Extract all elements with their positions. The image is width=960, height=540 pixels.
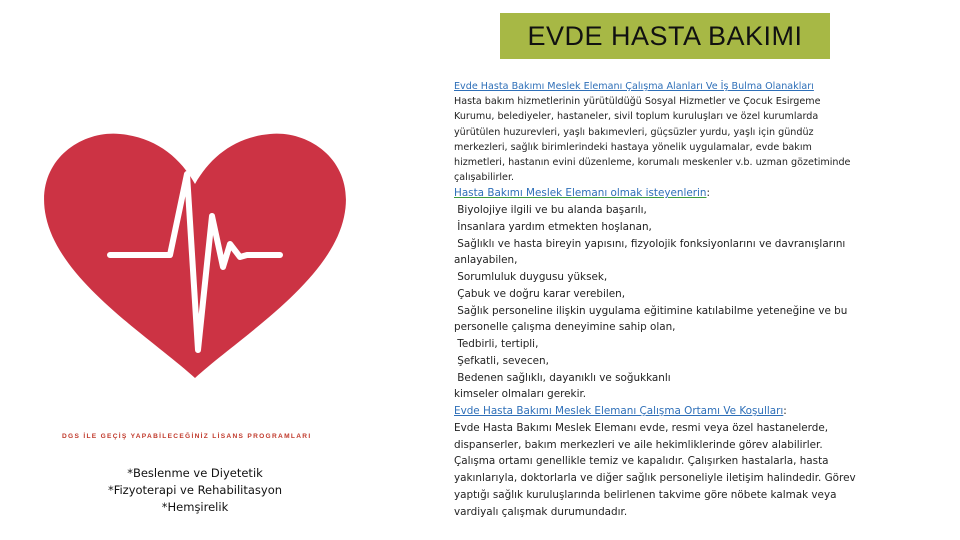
section-heading-requirements	[454, 185, 894, 202]
main-content	[454, 79, 894, 520]
requirement-item: anlayabilen,	[454, 254, 518, 267]
section-requirements	[454, 185, 894, 403]
requirement-item: Bedenen sağlıklı, dayanıklı ve soğukkanlı	[454, 371, 671, 384]
requirement-item: Sağlık personeline ilişkin uygulama eğitimine katılabilme yeteneğine ve bu	[454, 304, 848, 317]
requirement-item: Biyolojiye ilgili ve bu alanda başarılı,	[454, 204, 647, 217]
text-line: yakınlarıyla, doktorlarla ve diğer sağlık personeliyle iletişim halindedir. Görev	[454, 472, 856, 485]
text-line: yaptığı sağlık kuruluşlarında belirlenen takvime göre nöbete kalmak veya	[454, 488, 837, 501]
section-work-areas	[454, 79, 894, 185]
program-item: *Beslenme ve Diyetetik	[127, 466, 263, 480]
text-line: çalışabilirler.	[454, 172, 515, 184]
text-line: merkezleri, sağlık birimlerindeki hastaya yönelik uygulamalar, evde bakım	[454, 141, 812, 153]
text-line: Evde Hasta Bakımı Meslek Elemanı evde, resmi veya özel hastanelerde,	[454, 421, 829, 434]
section-heading-work-areas[interactable]: Evde Hasta Bakımı Meslek Elemanı Çalışma Alanları Ve İş Bulma Olanakları	[454, 81, 814, 92]
heart-pulse-icon	[40, 132, 350, 380]
environment-heading-link[interactable]: Evde Hasta Bakımı Meslek Elemanı Çalışma Ortamı Ve Koşulları	[454, 405, 784, 418]
requirement-item: İnsanlara yardım etmekten hoşlanan,	[454, 220, 652, 233]
heading-colon: :	[783, 405, 787, 418]
requirements-heading-link[interactable]: Hasta Bakımı Meslek Elemanı olmak isteyenlerin	[454, 187, 707, 200]
text-line: hizmetleri, hastanın evini düzenleme, korumalı meskenler v.b. uzman gözetiminde	[454, 157, 851, 169]
program-item: *Fizyoterapi ve Rehabilitasyon	[107, 483, 283, 497]
requirement-item: Çabuk ve doğru karar verebilen,	[454, 287, 626, 300]
requirement-item: Şefkatli, sevecen,	[454, 354, 549, 367]
text-line: Hasta bakım hizmetlerinin yürütüldüğü Sosyal Hizmetler ve Çocuk Esirgeme	[454, 96, 821, 108]
section-heading-environment	[454, 403, 894, 420]
dgs-programs-heading: DGS İLE GEÇİŞ YAPABİLECEĞİNİZ LİSANS PROGRAMLARI	[62, 433, 312, 440]
requirement-item: kimseler olmaları gerekir.	[454, 388, 587, 401]
program-item: *Hemşirelik	[161, 500, 229, 514]
requirement-item: personelle çalışma deneyimine sahip olan,	[454, 321, 676, 334]
title-banner	[500, 13, 830, 59]
requirement-item: Tedbirli, tertipli,	[454, 338, 539, 351]
text-line: dispanserler, bakım merkezleri ve aile hekimliklerinde görev alabilirler.	[454, 438, 823, 451]
text-line: Kurumu, belediyeler, hastaneler, sivil toplum kuruluşları ve özel kurumlarda	[454, 111, 819, 123]
page-title: EVDE HASTA BAKIMI	[527, 20, 803, 51]
requirement-item: Sağlıklı ve hasta bireyin yapısını, fizyolojik fonksiyonlarını ve davranışlarını	[454, 237, 846, 250]
text-line: yürütülen huzurevleri, yaşlı bakımevleri, güçsüzler yurdu, yaşlı için gündüz	[454, 126, 814, 138]
section-work-environment	[454, 403, 894, 520]
heading-colon: :	[706, 187, 711, 200]
text-line: vardiyalı çalışmak durumundadır.	[454, 505, 628, 518]
requirement-item: Sorumluluk duygusu yüksek,	[454, 271, 608, 284]
text-line: Çalışma ortamı genellikle temiz ve kapalıdır. Çalışırken hastalarla, hasta	[454, 455, 829, 468]
program-list	[100, 465, 290, 516]
